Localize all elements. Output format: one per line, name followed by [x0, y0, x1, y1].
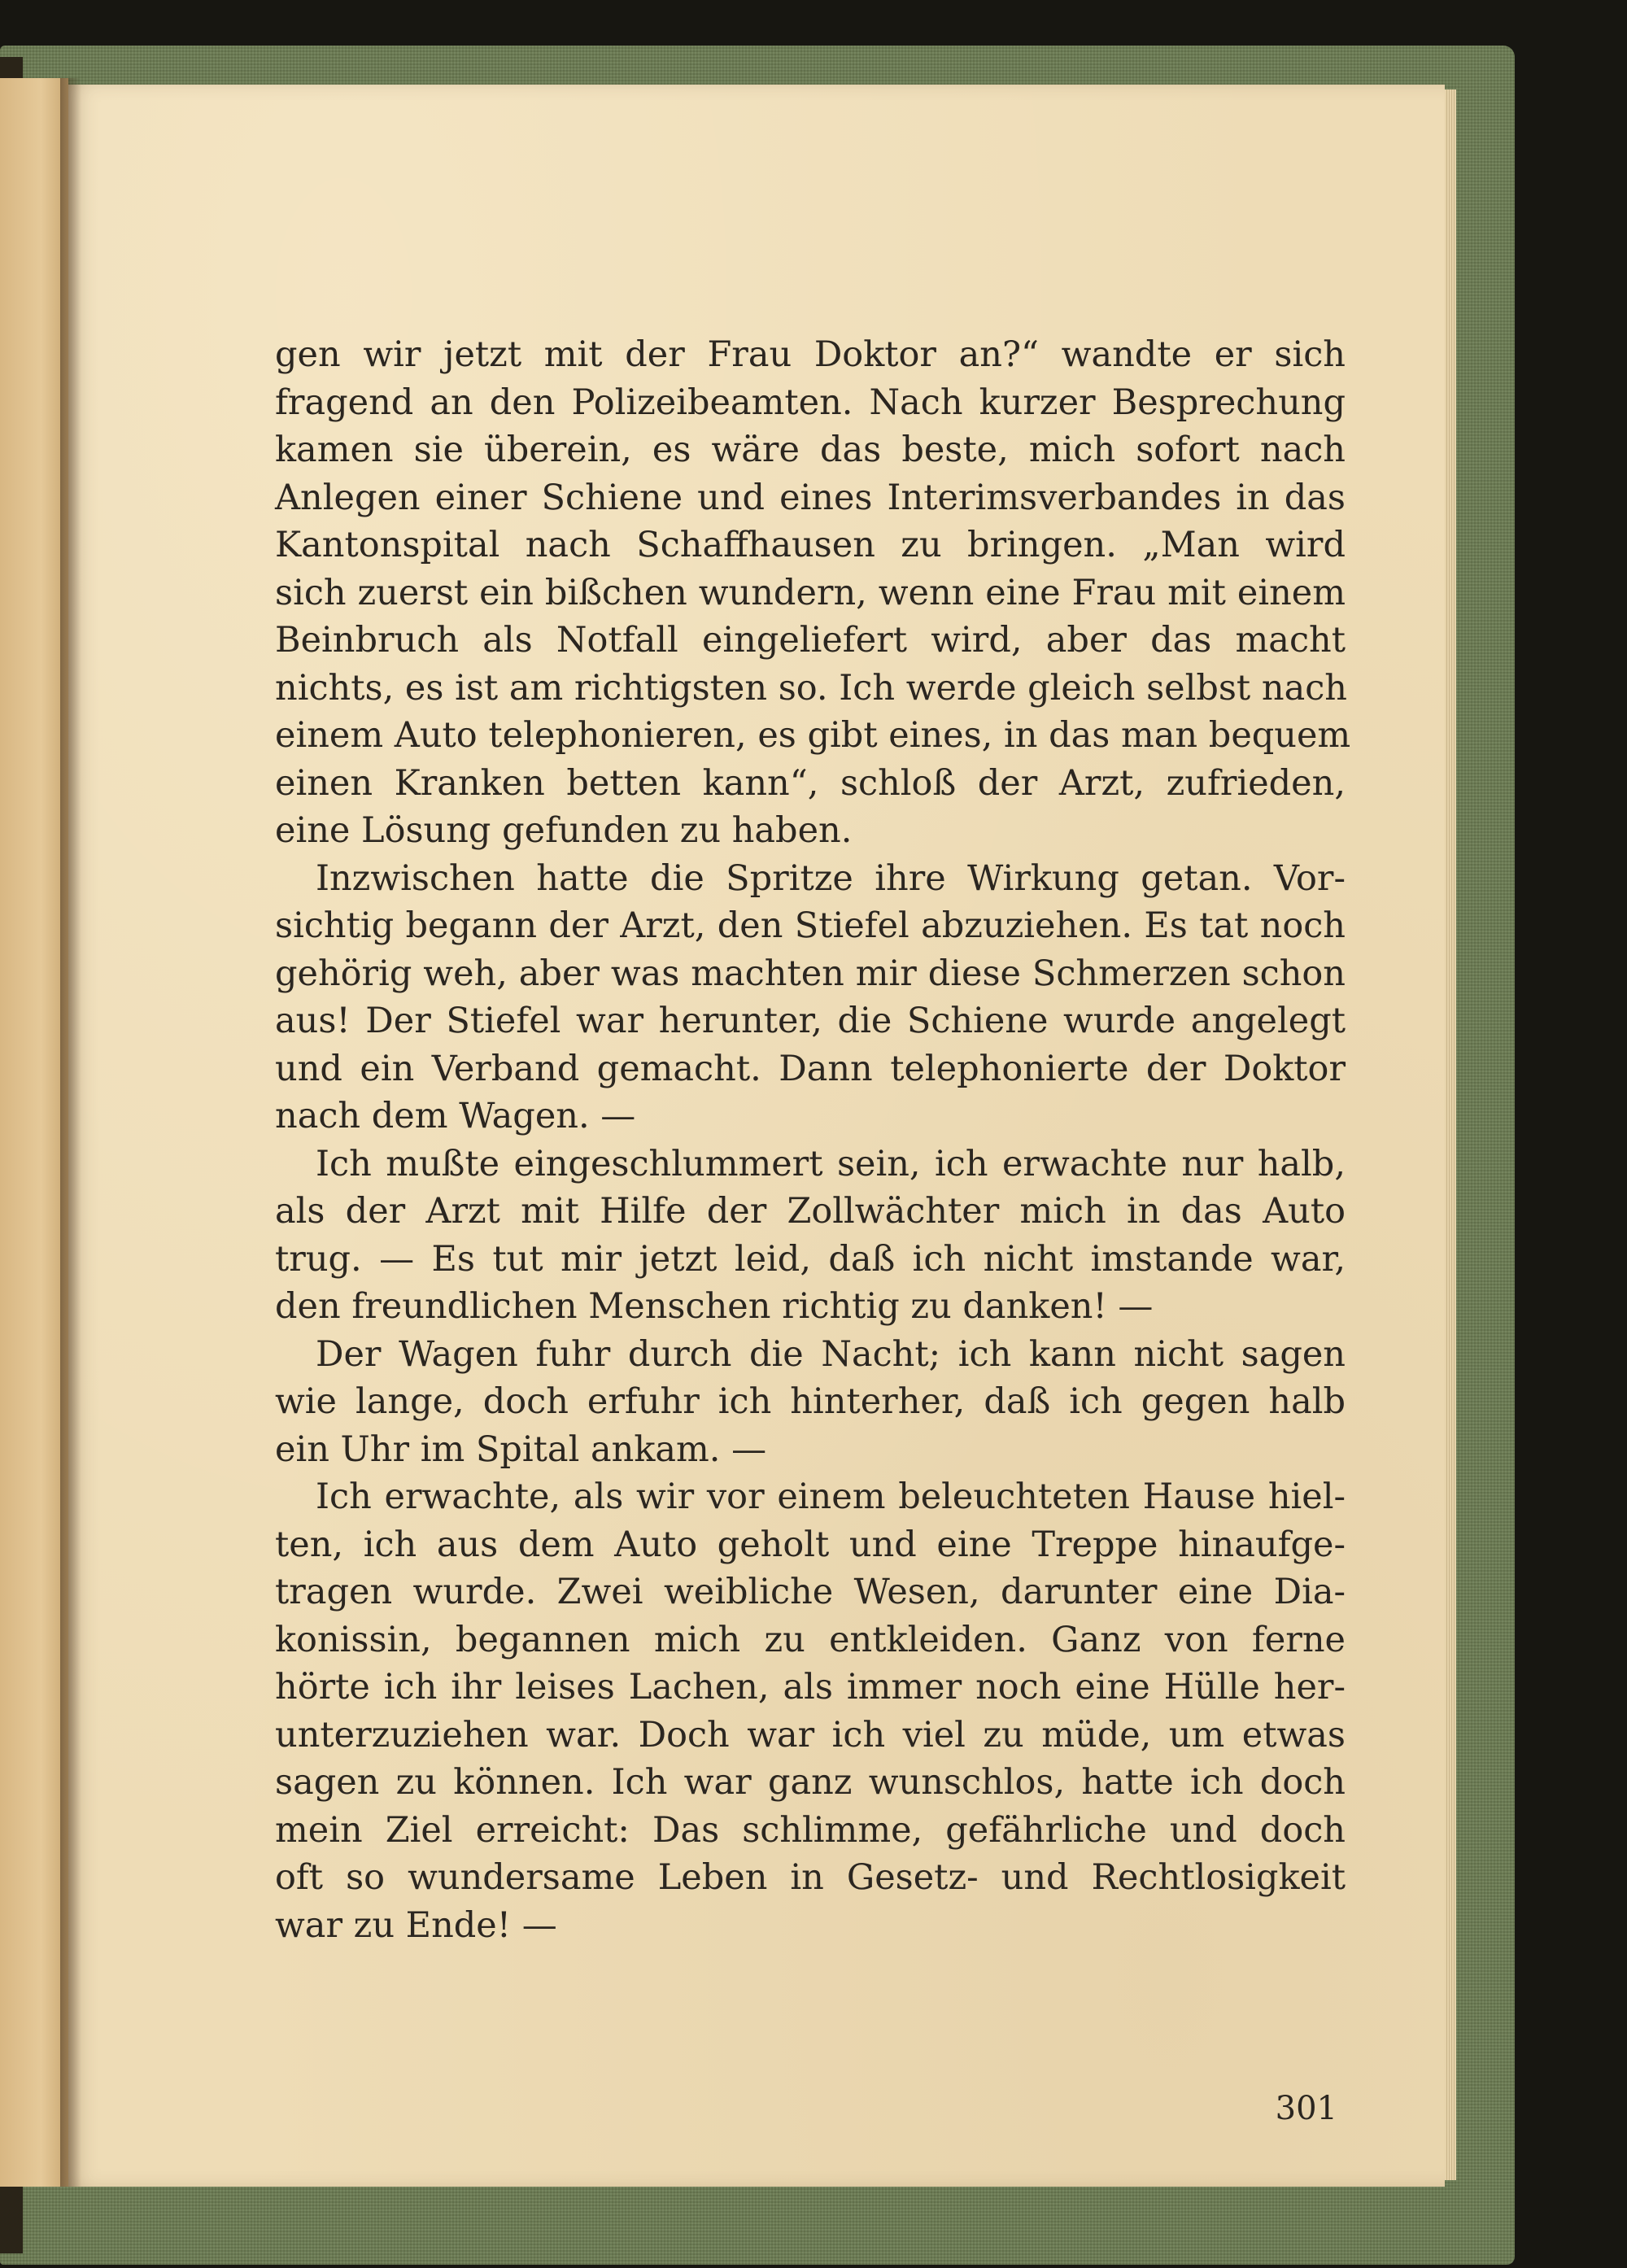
text-line: sichtig begann der Arzt, den Stiefel abzuziehen. Es tat noch — [275, 905, 1346, 946]
body-text — [275, 331, 1351, 1949]
text-line: trug. — Es tut mir jetzt leid, daß ich nicht imstande war, — [275, 1238, 1346, 1280]
text-line: Ich erwachte, als wir vor einem beleuchteten Hause hiel- — [316, 1476, 1346, 1517]
text-line: Anlegen einer Schiene und eines Interimsverbandes in das — [275, 477, 1346, 518]
text-line: sich zuerst ein bißchen wundern, wenn eine Frau mit einem — [275, 572, 1346, 613]
text-line: wie lange, doch erfuhr ich hinterher, daß ich gegen halb — [275, 1381, 1346, 1422]
text-line: kamen sie überein, es wäre das beste, mich sofort nach — [275, 430, 1346, 470]
text-line: tragen wurde. Zwei weibliche Wesen, darunter eine Dia- — [275, 1572, 1346, 1612]
text-line: einem Auto telephonieren, es gibt eines, in das man bequem — [275, 715, 1351, 756]
book-page — [68, 85, 1445, 2187]
text-line: ein Uhr im Spital ankam. — — [275, 1428, 767, 1470]
text-line: als der Arzt mit Hilfe der Zollwächter mich in das Auto — [275, 1191, 1346, 1232]
text-line: Ich mußte eingeschlummert sein, ich erwachte nur halb, — [316, 1143, 1346, 1184]
gutter-shadow — [60, 78, 81, 2187]
text-line: Inzwischen hatte die Spritze ihre Wirkung getan. Vor- — [316, 857, 1346, 899]
previous-page-edge — [0, 78, 68, 2187]
text-line: gehörig weh, aber was machten mir diese Schmerzen schon — [275, 953, 1346, 994]
text-line: Beinbruch als Notfall eingeliefert wird, aber das macht — [275, 620, 1346, 661]
text-line: konissin, begannen mich zu entkleiden. Ganz von ferne — [275, 1619, 1346, 1660]
text-line: Kantonspital nach Schaffhausen zu bringen. „Man wird — [275, 525, 1346, 565]
text-line: und ein Verband gemacht. Dann telephonierte der Doktor — [275, 1048, 1346, 1089]
text-line: nach dem Wagen. — — [275, 1096, 636, 1136]
text-line: oft so wundersame Leben in Gesetz- und Rechtlosigkeit — [275, 1857, 1346, 1898]
text-line: Der Wagen fuhr durch die Nacht; ich kann nicht sagen — [316, 1333, 1346, 1375]
text-line: sagen zu können. Ich war ganz wunschlos, hatte ich doch — [275, 1762, 1346, 1803]
text-line: hörte ich ihr leises Lachen, als immer noch eine Hülle her- — [275, 1667, 1346, 1708]
text-line: mein Ziel erreicht: Das schlimme, gefährliche und doch — [275, 1809, 1346, 1851]
text-line: eine Lösung gefunden zu haben. — [275, 810, 853, 851]
text-line: unterzuziehen war. Doch war ich viel zu müde, um etwas — [275, 1714, 1346, 1756]
text-line: ten, ich aus dem Auto geholt und eine Treppe hinaufge- — [275, 1524, 1346, 1565]
text-line: war zu Ende! — — [275, 1904, 557, 1946]
text-line: nichts, es ist am richtigsten so. Ich werde gleich selbst nach — [275, 667, 1347, 709]
page-number: 301 — [1275, 2090, 1337, 2127]
text-line: gen wir jetzt mit der Frau Doktor an?“ wandte er sich — [275, 334, 1346, 375]
text-line: einen Kranken betten kann“, schloß der Arzt, zufrieden, — [275, 762, 1346, 804]
text-line: den freundlichen Menschen richtig zu danken! — — [275, 1286, 1154, 1327]
text-line: aus! Der Stiefel war herunter, die Schiene wurde angelegt — [275, 1001, 1346, 1041]
text-line: fragend an den Polizeibeamten. Nach kurzer Besprechung — [275, 382, 1346, 423]
